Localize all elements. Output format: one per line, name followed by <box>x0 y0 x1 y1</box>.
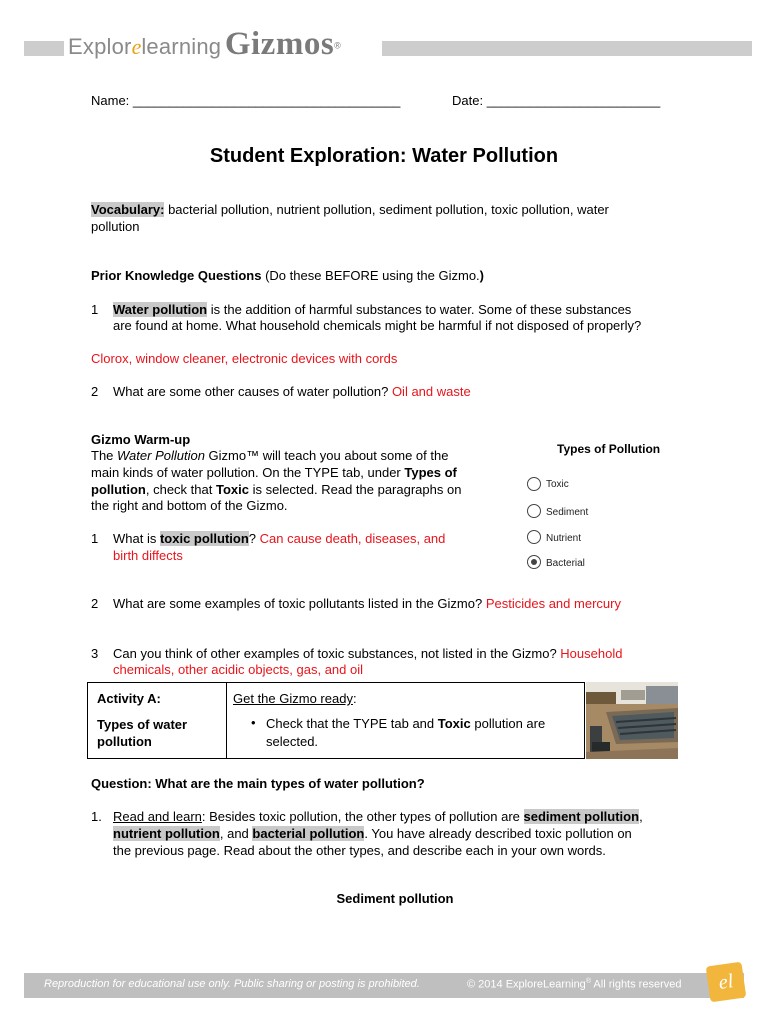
warmup-heading: Gizmo Warm-up <box>91 432 191 447</box>
prior-answer-1: Clorox, window cleaner, electronic devices with cords <box>91 351 398 366</box>
prior-q1-number: 1 <box>91 302 99 317</box>
activity-table <box>87 682 585 759</box>
footer-notice: Reproduction for educational use only. Public sharing or posting is prohibited. <box>44 978 420 990</box>
radio-nutrient[interactable] <box>527 530 541 544</box>
warmup-answer-1: Can cause death, diseases, and <box>259 531 446 546</box>
radio-label-bacterial: Bacterial <box>546 558 585 569</box>
activity-bullet-line-2: selected. <box>266 734 319 749</box>
prior-q2: What are some other causes of water pollution? Oil and waste <box>113 384 471 399</box>
read-number: 1. <box>91 809 102 824</box>
explorelearning-badge-icon: el <box>706 962 747 1003</box>
activity-subtitle-2: pollution <box>97 734 152 749</box>
sediment-heading: Sediment pollution <box>336 891 454 906</box>
prior-q1-line-1: Water pollution is the addition of harmful substances to water. Some of these substances <box>113 302 632 317</box>
vocabulary-line-1: Vocabulary: bacterial pollution, nutrient pollution, sediment pollution, toxic pollution, water <box>91 202 609 217</box>
warmup-q3: Can you think of other examples of toxic substances, not listed in the Gizmo? Household <box>113 646 623 661</box>
warmup-answer-1-cont: birth diffects <box>113 548 183 563</box>
warmup-answer-3-cont: chemicals, other acidic objects, gas, and oil <box>113 662 364 677</box>
activity-bullet-line-1: Check that the TYPE tab and Toxic pollution are <box>266 716 546 731</box>
radio-label-nutrient: Nutrient <box>546 533 582 544</box>
bullet-icon: • <box>251 715 256 730</box>
main-question: Question: What are the main types of water pollution? <box>91 776 425 791</box>
warmup-answer-2: Pesticides and mercury <box>485 596 621 611</box>
read-line-2: nutrient pollution, and bacterial pollution. You have already described toxic pollution on <box>113 826 632 841</box>
prior-knowledge-heading: Prior Knowledge Questions (Do these BEFORE using the Gizmo.) <box>91 268 485 283</box>
header-bar-left <box>24 41 64 56</box>
warmup-line-3: pollution, check that Toxic is selected. Read the paragraphs on <box>91 482 462 497</box>
types-panel-title: Types of Pollution <box>557 442 661 456</box>
warmup-line-2: main kinds of water pollution. On the TYPE tab, under Types of <box>91 465 457 480</box>
warmup-q1-number: 1 <box>91 531 99 546</box>
radio-label-sediment: Sediment <box>546 507 589 518</box>
activity-label: Activity A: <box>97 691 161 706</box>
types-of-pollution-panel <box>515 436 675 576</box>
warmup-line-1: The Water Pollution Gizmo™ will teach you about some of the <box>91 448 449 463</box>
warmup-q2-number: 2 <box>91 596 99 611</box>
warmup-q1: What is toxic pollution? Can cause death, diseases, and <box>113 531 446 546</box>
warmup-q2: What are some examples of toxic pollutants listed in the Gizmo? Pesticides and mercury <box>113 596 621 611</box>
vocabulary-label: Vocabulary: <box>91 202 165 217</box>
radio-bacterial[interactable] <box>527 555 541 569</box>
read-and-learn-link: Read and learn <box>113 809 202 824</box>
warmup-q3-number: 3 <box>91 646 99 661</box>
read-line-3: the previous page. Read about the other types, and describe each in your own words. <box>113 843 606 858</box>
footer-copyright: © 2014 ExploreLearning® All rights reserved <box>467 978 682 991</box>
date-field[interactable]: Date: ________________________ <box>452 93 661 108</box>
header-bar-right <box>382 41 752 56</box>
water-treatment-image <box>586 682 678 759</box>
radio-toxic[interactable] <box>527 477 541 491</box>
prior-q2-number: 2 <box>91 384 99 399</box>
warmup-line-4: the right and bottom of the Gizmo. <box>91 498 288 513</box>
get-gizmo-ready: Get the Gizmo ready: <box>233 691 357 706</box>
vocabulary-line-2: pollution <box>91 219 140 234</box>
activity-subtitle-1: Types of water <box>97 717 188 732</box>
radio-sediment[interactable] <box>527 504 541 518</box>
activity-table-divider <box>226 683 227 758</box>
prior-answer-2: Oil and waste <box>391 384 471 399</box>
read-line-1: Read and learn: Besides toxic pollution, the other types of pollution are sediment pollution, <box>113 809 643 824</box>
name-field[interactable]: Name: _____________________________________ <box>91 93 401 108</box>
warmup-answer-3: Household <box>560 646 623 661</box>
gizmos-logo: Gizmos <box>224 26 335 62</box>
explorelearning-logo: Explorelearning Gizmos® <box>68 26 341 62</box>
radio-label-toxic: Toxic <box>546 479 569 490</box>
page-title: Student Exploration: Water Pollution <box>209 145 559 167</box>
prior-q1-line-2: are found at home. What household chemicals might be harmful if not disposed of properly? <box>113 318 642 333</box>
